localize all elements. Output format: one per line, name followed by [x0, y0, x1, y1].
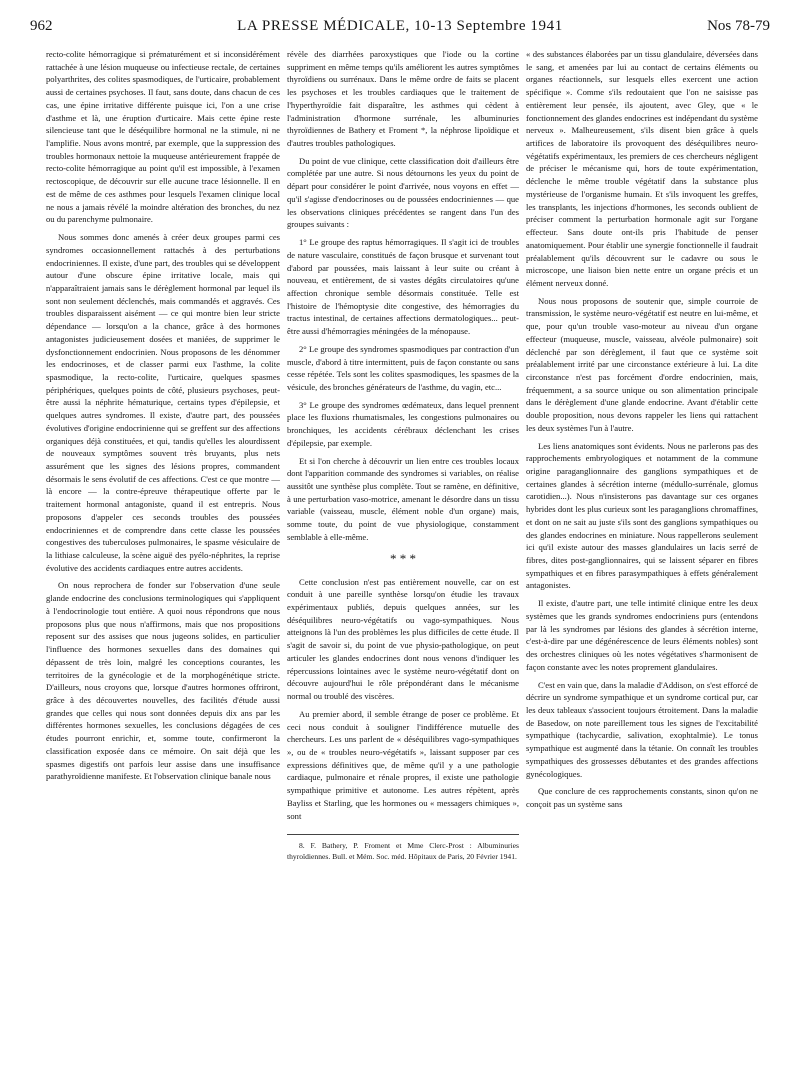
paragraph: Au premier abord, il semble étrange de poser ce problème. Et ceci nous conduit à souligner l'indifférence mutuelle des chercheurs. Les uns parlent de « déséquilibres vago-sympathiques », ou de « troubles neuro-végétatifs », laissant supposer par ces expressions définitives que, de même qu'il y a une pathologie cardiaque, pulmonaire et rénale propres, il existe une pathologie sympathique primitive et autonome. Les autres répètent, après Bayliss et Starling, que les hormones ou « messagers chimiques », sont	[287, 708, 519, 821]
paragraph: Nous sommes donc amenés à créer deux groupes parmi ces syndromes occasionnellement rattachés à des perturbations endocriniennes. Il existe, d'une part, des troubles qui se développent autour d'une obscure épine irritative locale, mais qui n'apparaîtraient jamais sans le dérèglement hormonal par lequel ils sont non seulement déclenchés, mais commandés et aggravés. Ces troubles disparaissent aisément — ce qui montre bien leur stricte dépendance — lorsqu'on a la chance, grâce à des hormones antagonistes judicieusement dosées et maniées, de supprimer le dysfonctionnement endocrinien. Nous proposons de les dénommer les endocrinoses, et de classer parmi eux l'asthme, la colite spasmodique, la recto-colite, l'urticaire, quelques spasmes périphériques, quelques points de côté, plusieurs psychoses, peut-être aussi la néphrite hématurique, certains types d'épilepsie, et quelques autres syndromes. Il existe, d'autre part, des poussées évolutives d'origine endocrinienne qui se greffent sur des affections organiques déjà constituées, et qui, tandis qu'elles les alourdissent de nouveaux symptômes souvent très bruyants, plus nets assurément que les signes des lésions propres, commandent désormais le sens évolutif de ces affections. C'est ce que montre — là encore — la contre-épreuve thérapeutique offerte par le traitement hormonal antagoniste, quand il est entrepris. Nous proposons d'appeler ces seconds troubles des poussées endocriniennes et de comprendre dans cette classe les poussées congestives des tuberculoses pulmonaires, le spasme vésiculaire de la lithiase calculeuse, la scène aiguë des pyélo-néphrites, la reprise évolutive des accidents cardiaques entre autres accidents.	[46, 232, 280, 573]
paragraph: 3° Le groupe des syndromes œdémateux, dans lequel prennent place les fluxions rhumatismales, les congestions pulmonaires ou bronchiques, les accidents cérébraux déclenchant les crises d'épilepsie, par exemple.	[287, 399, 519, 448]
paragraph: 2° Le groupe des syndromes spasmodiques par contraction d'un muscle, d'abord à titre intermittent, puis de façon constante ou sans cesse répétée. Tels sont les colites spasmodiques, les spasmes de la vésicule, des bronches générateurs de l'asthme, du vagin, etc...	[287, 343, 519, 392]
text-column-3	[526, 48, 758, 811]
paragraph: Cette conclusion n'est pas entièrement nouvelle, car on est conduit à une pareille synthèse lorsqu'on étudie les travaux expérimentaux publiés, depuis quelques années, sur les déséquilibres neuro-végétatifs ou vago-sympathiques. Nous atteignons là l'un des problèmes les plus difficiles de cette étude. Il s'agit de savoir si, du point de vue physio-pathologique, on peut articuler les glandes endocrines dont nous venons d'indiquer les répercussions lointaines avec le système neuro-végétatif dont on découvre aujourd'hui le rôle prépondérant dans le mécanisme normal ou troublé des viscères.	[287, 576, 519, 702]
paragraph: C'est en vain que, dans la maladie d'Addison, on s'est efforcé de décrire un syndrome sympathique et un syndrome cortical pur, car les deux tableaux s'associent toujours étroitement. Dans la maladie de Basedow, on note pareillement tous les signes de l'excitabilité sympathique (tachycardie, salivation, exophtalmie). Le tonus sympathique est augmenté dans la tétanie. On connaît les troubles sympathiques des grossesses débutantes et des grandes affections gynécologiques.	[526, 679, 758, 779]
section-separator: * * *	[390, 550, 416, 566]
journal-title: LA PRESSE MÉDICALE, 10-13 Septembre 1941	[237, 18, 563, 34]
paragraph: Il existe, d'autre part, une telle intimité clinique entre les deux systèmes que les grands syndromes endocriniens purs (entendons par là les syndromes par lésions des glandes à sécrétion interne, c'est-à-dire par une dégénérescence de leurs éléments nobles) sont des orchestres cliniques où les notes végétatives s'harmonisent de façon constante avec les notes proprement glandulaires.	[526, 598, 758, 672]
page-number: 962	[30, 18, 53, 34]
issue-number: Nos 78-79	[707, 18, 770, 34]
paragraph: « des substances élaborées par un tissu glandulaire, déversées dans le sang, et amenées par lui au contact de certains éléments ou organes réactionnels, sur lesquels elles exercent une action spécifique ». Comme s'ils redoutaient que l'on ne saisisse pas entièrement leur pensée, ils ajoutent, avec Gley, que « le fonctionnement des glandes endocrines est indépendant du système nerveux ». Malheureusement, s'ils disent bien grâce à quels artifices de laboratoire ils provoquent des déséquilibres neuro-végétatifs expérimentaux, les premiers de ces chercheurs négligent de préciser le mécanisme qui, hors de toute expérimentation, déclenche le même trouble végétatif dans la substance plus mystérieuse de l'organisme humain. Et s'ils invoquent les greffes, les transplants, les injections d'hormones, les seconds oublient de préciser comment la perturbation hormonale agit sur l'organe effecteur. Sans doute ont-ils pris l'habitude de penser anatomiquement. Pour établir une synergie fonctionnelle il faudrait préalablement qu'ils découvrent sur le cadavre ou sous le microscope, une liaison bien nette entre un organe précis et un élément nerveux donné.	[526, 49, 758, 288]
running-header	[30, 18, 770, 38]
footnote: 8. F. Bathery, P. Froment et Mme Clerc-Prost : Albuminuries thyroïdiennes. Bull. et Mém. Soc. méd. Hôpitaux de Paris, 20 Février 1941.	[287, 841, 519, 861]
text-column-2	[287, 48, 519, 862]
paragraph: recto-colite hémorragique si prématurément et si inconsidérément rattachée à une lésion muqueuse ou infectieuse rectale, de certaines polyarthrites, des colites spasmodiques, de l'urticaire, probablement aussi de certaines psychoses. Il faut, sans doute, dans chacun de ces cas, une épine irritative différente puisque ici, l'on a une crise d'asthme et là, une éruption d'urticaire. Mais cette épine reste silencieuse tant que le déséquilibre hormonal ne la stimule, ni ne l'amplifie. Nous avons montré, par exemple, que la suppression des troubles hormonaux nettoie la muqueuse antérieurement frappée de recto-colite hémorragique au point qu'il est impossible, à l'examen rectoscopique, de découvrir sur elle aucune trace lésionnelle. Il en est de même de ces asthmes pour lesquels l'examen clinique local ne nous a jamais révélé la moindre altération des bronches, du nez ou du parenchyme pulmonaire.	[46, 49, 280, 225]
text-column-1	[46, 48, 280, 783]
paragraph: Et si l'on cherche à découvrir un lien entre ces troubles locaux dont l'apparition commande des syndromes si variables, on réalise aussitôt une synthèse plus complète. Tout se ramène, en définitive, à une perturbation vaso-motrice, amenant le désordre dans un tissu variable (vaisseau, muscle, élément noble d'un organe) mais, somme toute, du point de vue physiologique, constamment semblable à elle-même.	[287, 455, 519, 542]
footnote-rule	[287, 834, 519, 835]
paragraph: Les liens anatomiques sont évidents. Nous ne parlerons pas des rapprochements embryologiques et notamment de la commune origine paraganglionnaire des ganglions sympathiques et de certaines glandes à sécrétion interne (médullo-surrénale, glomus carotidien...). Nous n'insisterons pas davantage sur ces organes hybrides dont les plus curieux sont les paraganglions chromaffines, et dont on ne sait au juste s'ils sont des ganglions sympathiques ou des glandes endocrines en miniature. Nous rappellerons seulement ici qu'il existe autour des masses glandulaires un lacis serré de fibres, dites post-ganglionnaires, qui se laissent séparer en fibres sympathiques et en fibres parasympathiques à effets généralement antagonistes.	[526, 440, 758, 591]
paragraph: 1° Le groupe des raptus hémorragiques. Il s'agit ici de troubles de nature vasculaire, constitués de façon brusque et survenant tout d'abord par poussées, mais laissant à leur suite ou créant à nouveau, et entièrement, de si vastes dégâts circulatoires qu'une affection chronique semble désormais constituée. Telle est l'histoire de l'hémoptysie dite congestive, des hémorragies du tractus intestinal, de certaines affections dermatologiques... peut-être aussi d'hémorragies méningées de la ménopause.	[287, 237, 519, 337]
paragraph: On nous reprochera de fonder sur l'observation d'une seule glande endocrine des conclusions terminologiques qui s'appliquent à l'endocrinologie tout entière. A quoi nous répondrons que nous proposons plus que nous n'affirmons, mais que nos propositions reposent sur des assises que nous jugeons solides, en particulier l'influence des hormones sexuelles dans des domaines qui dépassent de très loin, malgré les conceptions courantes, les territoires de la gynécologie et de la morphogénétique stricte. D'ailleurs, nous croyons que, lorsque d'autres hormones offriront, grâce à des découvertes nouvelles, des facilités d'étude aussi grandes que celles qui nous sont données depuis dix ans par les différentes hormones sexuelles, les conclusions dégagées de ces études pourront enrichir, et, somme toute, confirmeront la classification exposée dans ce mémoire. On sait déjà que les spasmes digestifs ont parfois leur assise dans une insuffisance parathyroïdienne manifeste. Et l'observation clinique banale nous	[46, 580, 280, 782]
paragraph: Nous nous proposons de soutenir que, simple courroie de transmission, le système neuro-végétatif est neutre en lui-même, et que, pour qu'un trouble vaso-moteur au niveau d'un organe effecteur (muqueuse, muscle, vaisseau, alvéole pulmonaire) soit déclenché par son dérèglement, il faut que ce système soit préalablement irrité par une circonstance extérieure à lui. La dite circonstance n'est pas forcément d'ordre endocrinien, mais, fréquemment, a sa source unique ou son alimentation principale dans le dérèglement d'une glande endocrine. Avant d'établir cette double proposition, nous devons rappeler les liens qui rattachent les deux systèmes l'un à l'autre.	[526, 295, 758, 433]
paragraph: Du point de vue clinique, cette classification doit d'ailleurs être complétée par une autre. Si nous détournons les yeux du point de départ pour considérer le point d'arrivée, nous voyons en effet — qu'il s'agisse d'endocrinoses ou de poussées endocriniennes — que les observations cliniques précédentes se rangent dans l'un des groupes suivants :	[287, 155, 519, 230]
paragraph: Que conclure de ces rapprochements constants, sinon qu'on ne conçoit pas un système sans	[526, 786, 758, 809]
paragraph: révèle des diarrhées paroxystiques que l'iode ou la cortine suppriment en même temps qu'ils améliorent les autres symptômes thyroïdiens ou surrénaux. Dans le même ordre de faits se placent les psychoses et les troubles cardiaques que le traitement de l'hyperthyroïdie fait disparaître, les asthmes qui cèdent à l'administration d'hormone surrénale, les albuminuries thyroïdiennes de Bathery et Froment *, la néphrose lipoïdique et d'autres troubles pathologiques.	[287, 49, 519, 149]
